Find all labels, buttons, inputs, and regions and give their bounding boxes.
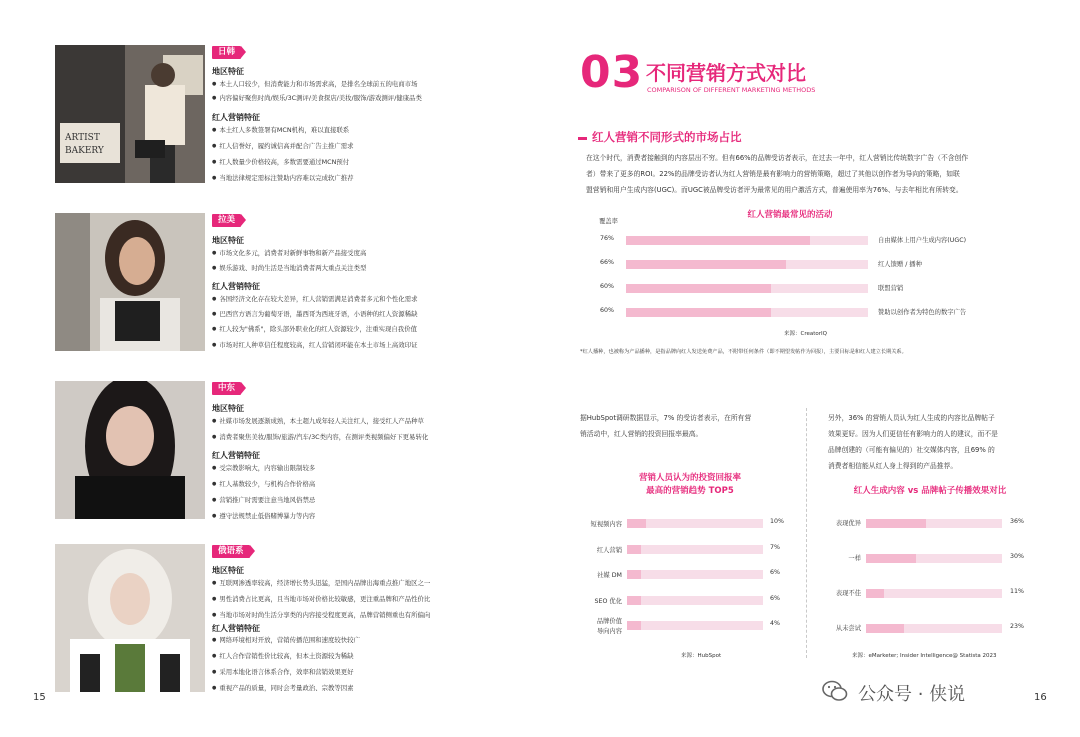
region-tag-russian-speaking: 俄语系 xyxy=(212,545,250,558)
bullet: ● 采用本地化语言体系合作，效率和营销效果更好 xyxy=(212,668,354,678)
paragraph-left: 据HubSpot调研数据显示，7% 的受访者表示，在所有营 xyxy=(580,414,752,422)
chart2-category-label: 红人营销 xyxy=(596,546,622,554)
chart1-bar xyxy=(626,308,771,317)
bullet: ● 互联网渗透率较高，经济增长势头迅猛，是国内品牌出海重点推广地区之一 xyxy=(212,579,430,589)
bullet: ● 红人较为"佛系"，除头部外职业化的红人资源较少，注重实现自我价值 xyxy=(212,325,417,335)
chart3-bar xyxy=(866,554,916,563)
bullet: ● 网络环境相对开放，营销传播范围和速度较快较广 xyxy=(212,636,360,646)
influencer-feature-title: 红人营销特征 xyxy=(212,282,260,291)
chart3-bar-track xyxy=(866,589,1002,598)
paragraph-right: 效果更好。因为人们更信任有影响力的人的建议，而不是 xyxy=(828,430,998,438)
bullet: ● 市场文化多元，消费者对新鲜事物和新产品接受度高 xyxy=(212,249,366,259)
paragraph-right: 消费者相信能从红人身上得到的产品推荐。 xyxy=(828,462,958,470)
chart2-bar xyxy=(627,621,641,630)
chart2-bar-track xyxy=(627,519,763,528)
bullet: ● 男性消费占比更高，且当地市场对价格比较敏感，更注重品牌和产品性价比 xyxy=(212,595,430,605)
photo-middle-east xyxy=(55,381,205,519)
influencer-feature-title: 红人营销特征 xyxy=(212,113,260,122)
bullet: ● 市场对红人种草信任程度较高，红人营销闭环能在本土市场上高效印证 xyxy=(212,341,417,351)
chart2-value-label: 6% xyxy=(770,569,780,576)
chart2-title-line1: 营销人员认为的投资回报率 xyxy=(638,473,741,483)
chart1-source: 来源：CreatorIQ xyxy=(784,331,827,337)
bullet: ● 本土人口较少，但消费能力和市场需求高，是排名全球前五的电商市场 xyxy=(212,80,417,90)
chart1-category-label: 联盟营销 xyxy=(878,285,904,292)
chart3-category-label: 一样 xyxy=(848,555,861,562)
paragraph-left: 销活动中，红人营销的投资回报率最高。 xyxy=(580,430,703,438)
chart3-bar xyxy=(866,519,926,528)
bullet: ● 本土红人多数签署有MCN机构，难以直接联系 xyxy=(212,126,349,136)
page-title: 不同营销方式对比 xyxy=(646,61,806,85)
paragraph-right: 另外，36% 的营销人员认为红人生成的内容比品牌帖子 xyxy=(828,414,995,422)
page-number-left: 15 xyxy=(33,692,46,703)
chart2-bar xyxy=(627,519,646,528)
region-feature-title: 地区特征 xyxy=(212,404,244,413)
bullet: ● 红人合作营销性价比较高，但本土资源较为稀缺 xyxy=(212,652,354,662)
chart1-category-label: 赞助以创作者为特色的数字广告 xyxy=(878,309,967,316)
chart3-category-label: 从未尝试 xyxy=(835,625,861,632)
chart3-value-label: 11% xyxy=(1010,588,1024,595)
bullet: ● 消费者聚焦美妆/服饰/旅游/汽车/3C类内容，在测评类视频偏好下更易转化 xyxy=(212,433,428,443)
chart3-bar xyxy=(866,624,904,633)
chart1-category-label: 红人馈赠 / 播种 xyxy=(878,261,922,268)
chart3-bar xyxy=(866,589,884,598)
bullet: ● 红人基数较少，与机构合作价格高 xyxy=(212,480,315,490)
chart3-value-label: 36% xyxy=(1010,518,1024,525)
chart2-category-label: 导向内容 xyxy=(596,628,622,635)
region-tag-middle-east: 中东 xyxy=(212,382,241,395)
chart1-value-label: 60% xyxy=(600,307,614,314)
intro-line: 者）带来了更多的ROI。22%的品牌受访者认为红人营销是最有影响力的营销策略，超过了其他以创作者为导向的策略，如联 xyxy=(586,170,960,178)
bullet: ● 各国经济文化存在较大差异，红人营销需满足消费者多元和个性化需求 xyxy=(212,295,417,305)
svg-text:BAKERY: BAKERY xyxy=(65,146,104,156)
bullet: ● 社媒市场发展逐渐成熟，本土超九成年轻人关注红人，接受红人产品种草 xyxy=(212,417,424,427)
region-feature-title: 地区特征 xyxy=(212,566,244,575)
watermark-text: 公众号 · 侠说 xyxy=(858,684,966,705)
chart2-category-label: SEO 优化 xyxy=(594,597,622,605)
bullet: ● 当地法律规定需标注赞助内容难以完成软广推荐 xyxy=(212,174,354,184)
page-number-right: 16 xyxy=(1034,692,1047,703)
bullet: ● 重视产品的质量，同时会考量政治、宗教等因素 xyxy=(212,684,354,694)
region-tag-latin-america: 拉美 xyxy=(212,214,241,227)
intro-line: 盟营销和用户生成内容(UGC)。而UGC被品牌受访者评为最常见的用户激活方式，普遍使用率为76%、与去年相比有所转变。 xyxy=(586,186,963,194)
chart2-title-line2: 最高的营销趋势 TOP5 xyxy=(646,486,734,496)
chart2-bar-track xyxy=(627,621,763,630)
chart3-value-label: 23% xyxy=(1010,623,1024,630)
bullet: ● 遵守法规禁止低俗赌博暴力等内容 xyxy=(212,512,315,522)
chart3-category-label: 表现优异 xyxy=(835,520,861,527)
chart1-category-label: 自由媒体上用户生成内容(UGC) xyxy=(878,237,967,244)
chart1-bar xyxy=(626,260,786,269)
chart2-bar xyxy=(627,570,641,579)
section-number: 03 xyxy=(580,47,644,98)
chart2-bar-track xyxy=(627,596,763,605)
influencer-feature-title: 红人营销特征 xyxy=(212,451,260,460)
footnote: *红人播种，也被称为产品播种，是指品牌向红人发送免费产品，不附带任何条件（即不期望发帖作为回报），主要目标是和红人建立长期关系。 xyxy=(580,349,907,355)
photo-japan-korea xyxy=(55,45,205,183)
influencer-feature-title: 红人营销特征 xyxy=(212,624,260,633)
chart2-bar xyxy=(627,545,641,554)
chart2-category-label: 短视频内容 xyxy=(590,521,622,528)
bullet: ● 当地市场对时尚生活分享类的内容接受程度更高，品牌营销侧重也有所偏向 xyxy=(212,611,430,621)
chart3-source: 来源：eMarketer; Insider Intelligence@ Statista 2023 xyxy=(852,653,997,659)
chart3-value-label: 30% xyxy=(1010,553,1024,560)
chart2-bar-track xyxy=(627,545,763,554)
chart1-bar xyxy=(626,236,810,245)
page-subtitle: COMPARISON OF DIFFERENT MARKETING METHODS xyxy=(647,86,816,94)
region-feature-title: 地区特征 xyxy=(212,67,244,76)
chart2-source: 来源：HubSpot xyxy=(681,653,722,659)
column-divider xyxy=(806,408,807,658)
chart2-value-label: 10% xyxy=(770,518,784,525)
svg-text:ARTIST: ARTIST xyxy=(65,133,100,143)
chart1-ylabel: 覆盖率 xyxy=(599,218,618,225)
chart1-bar xyxy=(626,284,771,293)
chart2-category-label: 品牌价值 xyxy=(596,618,622,625)
region-tag-japan-korea: 日韩 xyxy=(212,46,241,59)
chart2-value-label: 6% xyxy=(770,594,780,602)
bullet: ● 娱乐游戏、时尚生活是当地消费者两大重点关注类型 xyxy=(212,264,366,274)
paragraph-right: 品牌创建的（可能有偏见的）社交媒体内容，且69% 的 xyxy=(828,446,995,454)
region-feature-title: 地区特征 xyxy=(212,236,244,245)
chart3-title: 红人生成内容 vs 品牌帖子传播效果对比 xyxy=(853,486,1007,496)
heading-marker xyxy=(578,137,587,140)
chart2-value-label: 4% xyxy=(770,620,780,627)
bullet: ● 内容偏好聚焦时尚/娱乐/3C测评/美食探店/美妆/服饰/游戏测评/健康品类 xyxy=(212,94,422,104)
bullet: ● 红人信誉好，履约诚信高并配合广告主推广需求 xyxy=(212,142,354,152)
wechat-icon xyxy=(822,680,848,702)
chart2-category-label: 社媒 DM xyxy=(597,572,622,579)
chart2-bar-track xyxy=(627,570,763,579)
photo-russian-speaking xyxy=(55,544,205,692)
chart1-title: 红人营销最常见的活动 xyxy=(747,210,833,220)
bullet: ● 红人数量少价格较高，多数需要通过MCN预付 xyxy=(212,158,349,168)
intro-line: 在这个时代，消费者接触到的内容层出不穷。但有66%的品牌受访者表示，在过去一年中，红人营销比传统数字广告（不含创作 xyxy=(586,154,969,162)
chart1-value-label: 60% xyxy=(600,283,614,290)
chart2-bar xyxy=(627,596,641,605)
bullet: ● 营销推广时需要注意当地风俗禁忌 xyxy=(212,496,315,506)
photo-latin-america xyxy=(55,213,205,351)
chart2-value-label: 7% xyxy=(770,543,780,551)
section-heading: 红人营销不同形式的市场占比 xyxy=(592,130,742,144)
chart1-value-label: 66% xyxy=(600,259,614,266)
chart3-category-label: 表现不佳 xyxy=(835,590,861,597)
bullet: ● 受宗教影响大，内容输出限制较多 xyxy=(212,464,315,474)
chart1-value-label: 76% xyxy=(600,235,614,242)
bullet: ● 巴西官方语言为葡萄牙语，墨西哥为西班牙语，小语种的红人资源稀缺 xyxy=(212,310,417,320)
